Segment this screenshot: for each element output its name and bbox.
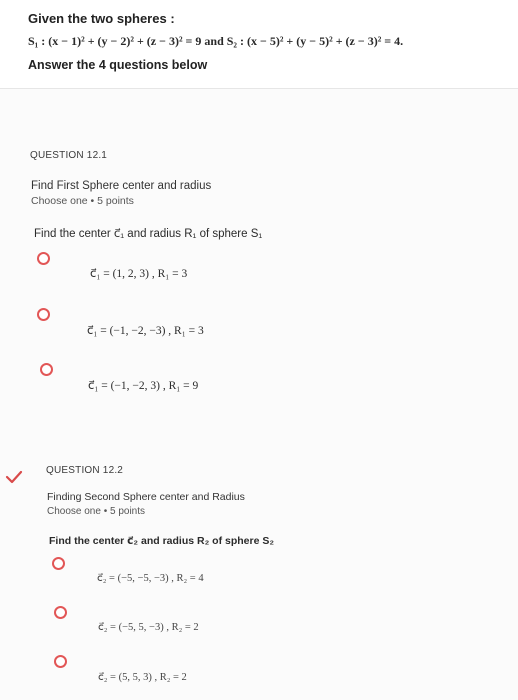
divider: [0, 88, 518, 89]
question-meta: Choose one • 5 points: [47, 506, 146, 517]
question-meta: Choose one • 5 points: [31, 195, 134, 207]
question-title: Finding Second Sphere center and Radius: [47, 491, 245, 503]
option-label-2[interactable]: c⃗₁ = (−1, −2, −3) , R₁ = 3: [87, 325, 204, 337]
option-radio-3[interactable]: [40, 363, 53, 376]
question-label: QUESTION 12.1: [30, 150, 108, 161]
option-radio-1[interactable]: [37, 252, 50, 265]
option-label-3[interactable]: c⃗₂ = (5, 5, 3) , R₂ = 2: [98, 672, 187, 683]
option-label-1[interactable]: c⃗₂ = (−5, −5, −3) , R₂ = 4: [97, 573, 204, 584]
intro-instruction: Answer the 4 questions below: [28, 58, 208, 72]
question-title: Find First Sphere center and radius: [31, 180, 212, 192]
question-prompt: Find the center c⃗₂ and radius R₂ of sphere S₂: [49, 535, 275, 547]
option-radio-3[interactable]: [54, 655, 67, 668]
option-label-3[interactable]: c⃗₁ = (−1, −2, 3) , R₁ = 9: [88, 380, 199, 392]
intro-title: Given the two spheres :: [28, 11, 175, 26]
intro-header: [0, 0, 518, 88]
check-icon: [5, 470, 23, 484]
option-label-2[interactable]: c⃗₂ = (−5, 5, −3) , R₂ = 2: [98, 622, 199, 633]
option-radio-2[interactable]: [37, 308, 50, 321]
option-radio-1[interactable]: [52, 557, 65, 570]
option-radio-2[interactable]: [54, 606, 67, 619]
question-prompt: Find the center c⃗₁ and radius R₁ of sphere S₁: [34, 228, 263, 240]
option-label-1[interactable]: c⃗₁ = (1, 2, 3) , R₁ = 3: [90, 268, 188, 280]
spheres-equation: S₁ : (x − 1)² + (y − 2)² + (z − 3)² = 9 and S₂ : (x − 5)² + (y − 5)² + (z − 3)² = 4.: [28, 34, 404, 48]
question-label: QUESTION 12.2: [46, 465, 124, 476]
